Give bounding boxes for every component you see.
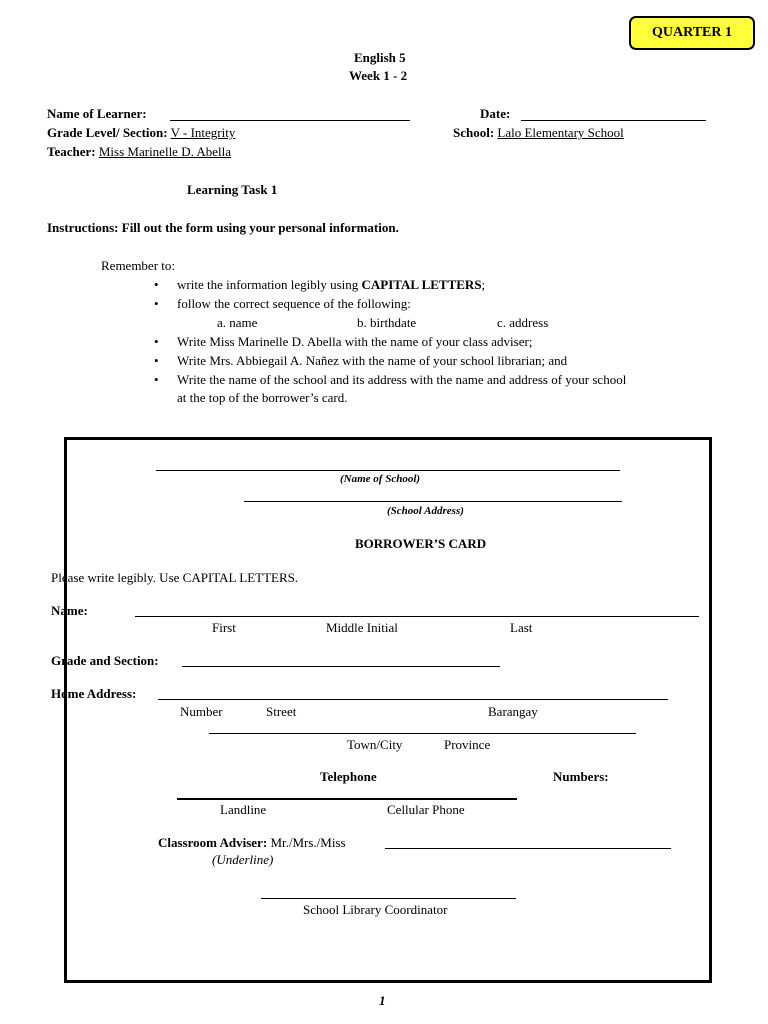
instructions: Instructions: Fill out the form using your personal information.: [47, 220, 399, 235]
learning-task-title: Learning Task 1: [187, 182, 278, 197]
name-part-middle: Middle Initial: [326, 620, 398, 635]
name-part-first: First: [212, 620, 236, 635]
adviser-prefix: Mr./Mrs./Miss: [270, 835, 346, 850]
address-part-street: Street: [266, 704, 297, 719]
school-name-field[interactable]: [156, 470, 620, 471]
bullet-icon: •: [154, 334, 159, 349]
bullet-item: Write the name of the school and its address with the name and address of your school: [177, 372, 627, 387]
school-address-field[interactable]: [244, 501, 622, 502]
adviser-field[interactable]: [385, 848, 671, 849]
address-part-town: Town/City: [347, 737, 403, 752]
card-name-label: Name:: [51, 603, 88, 618]
page-number: 1: [379, 993, 386, 1008]
learner-name-field[interactable]: [170, 120, 410, 121]
card-grade-field[interactable]: [182, 666, 500, 667]
card-name-field[interactable]: [135, 616, 699, 617]
bullet-item: Write Mrs. Abbiegail A. Nañez with the name of your school librarian; and: [177, 353, 568, 368]
bullet-item: follow the correct sequence of the following:: [177, 296, 411, 311]
subject-title: English 5: [354, 50, 406, 65]
school-label: School:: [453, 125, 495, 140]
bullet-item: write the information legibly using CAPITAL LETTERS;: [177, 277, 486, 292]
bullet-icon: •: [154, 296, 159, 311]
coordinator-signature-field[interactable]: [261, 898, 516, 899]
grade-level-label: Grade Level/ Section:: [47, 125, 168, 140]
grade-level-value: V - Integrity: [170, 125, 236, 140]
underline-note: (Underline): [212, 852, 274, 867]
bullet-icon: •: [154, 353, 159, 368]
address-part-number: Number: [180, 704, 223, 719]
phone-part-landline: Landline: [220, 802, 267, 817]
week-title: Week 1 - 2: [349, 68, 408, 83]
school-name-caption: (Name of School): [340, 473, 421, 485]
card-address-label: Home Address:: [51, 686, 137, 701]
school-address-caption: (School Address): [387, 505, 464, 517]
adviser-label: Classroom Adviser:: [158, 835, 268, 850]
remember-label: Remember to:: [101, 258, 176, 273]
address-part-province: Province: [444, 737, 491, 752]
bullet-icon: •: [154, 372, 159, 387]
telephone-field[interactable]: [177, 798, 517, 800]
date-label: Date:: [480, 106, 511, 121]
quarter-badge: QUARTER 1: [629, 16, 755, 50]
card-grade-label: Grade and Section:: [51, 653, 159, 668]
bullet-item: Write Miss Marinelle D. Abella with the name of your class adviser;: [177, 334, 533, 349]
numbers-label: Numbers:: [553, 769, 609, 784]
name-part-last: Last: [510, 620, 533, 635]
bullet-icon: •: [154, 277, 159, 292]
teacher-label: Teacher:: [47, 144, 96, 159]
school-value: Lalo Elementary School: [497, 125, 624, 140]
card-address-field-2[interactable]: [209, 733, 636, 734]
sequence-item: b. birthdate: [357, 315, 417, 330]
card-note: Please write legibly. Use CAPITAL LETTERS.: [51, 570, 299, 585]
date-field[interactable]: [521, 120, 706, 121]
teacher-value: Miss Marinelle D. Abella: [98, 144, 232, 159]
phone-part-cellular: Cellular Phone: [387, 802, 465, 817]
address-part-barangay: Barangay: [488, 704, 538, 719]
adviser-row: [158, 835, 346, 851]
sequence-item: a. name: [217, 315, 258, 330]
school-row: [453, 125, 624, 141]
card-address-field[interactable]: [158, 699, 668, 700]
learner-name-label: Name of Learner:: [47, 106, 147, 121]
bullet-item-continued: at the top of the borrower’s card.: [177, 390, 348, 405]
grade-level-row: [47, 125, 235, 141]
teacher-row: [47, 144, 231, 160]
telephone-label: Telephone: [320, 769, 377, 784]
coordinator-label: School Library Coordinator: [303, 902, 448, 917]
borrowers-card-title: BORROWER’S CARD: [355, 536, 487, 551]
sequence-item: c. address: [497, 315, 549, 330]
